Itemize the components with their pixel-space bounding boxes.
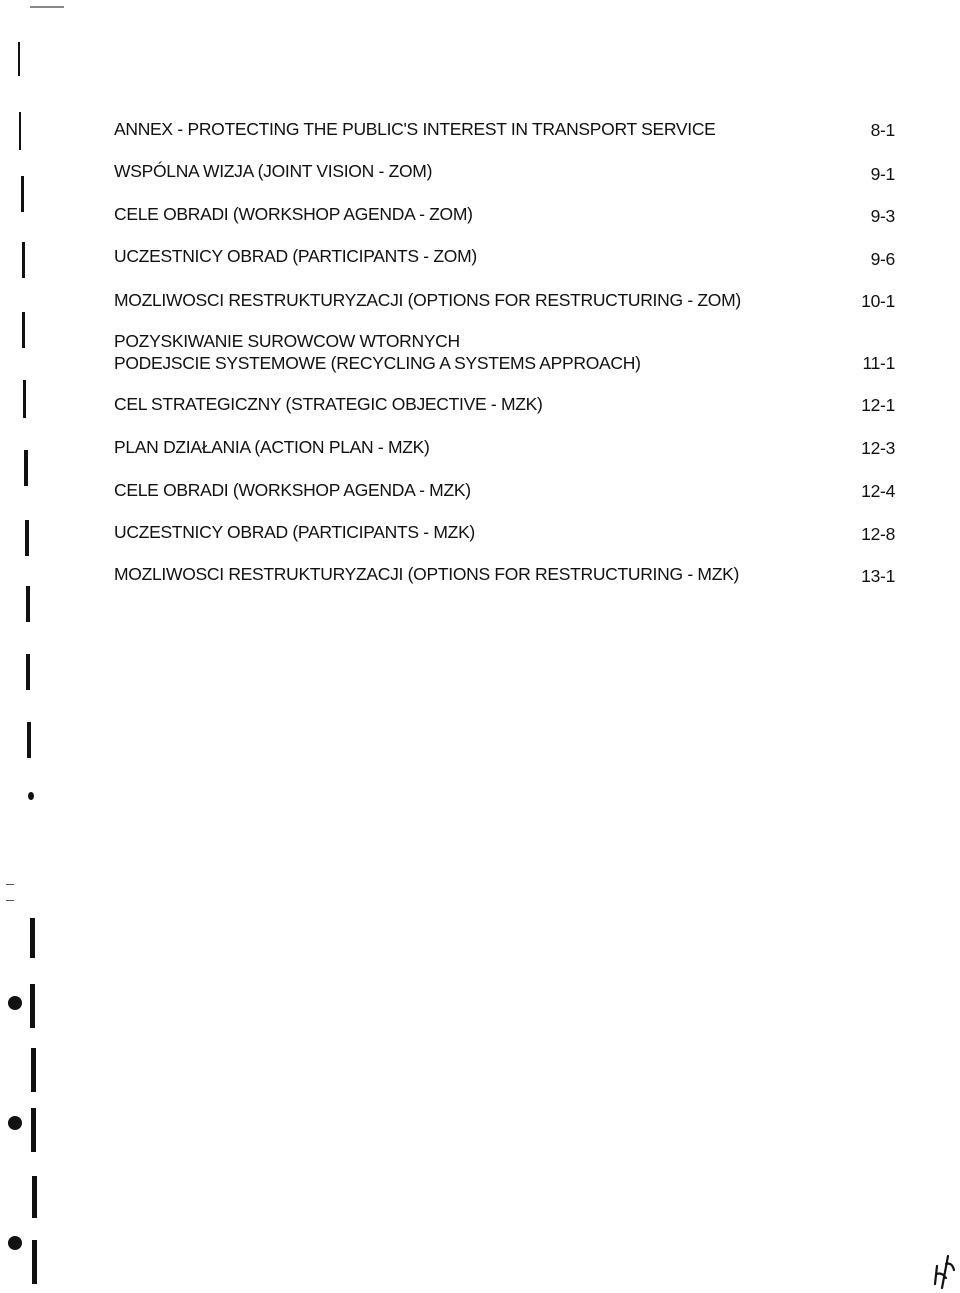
handwritten-mark — [932, 1252, 958, 1292]
toc-entry-page: 9-6 — [870, 249, 895, 269]
toc-entry-page: 12-1 — [861, 395, 895, 415]
toc-entry-title: MOZLIWOSCI RESTRUKTURYZACJI (OPTIONS FOR RESTRUCTURING - ZOM) — [114, 290, 741, 310]
toc-entry-page: 8-1 — [870, 120, 895, 140]
toc-entry-title: CELE OBRADI (WORKSHOP AGENDA - ZOM) — [114, 204, 473, 224]
toc-entry-title: PLAN DZIAŁANIA (ACTION PLAN - MZK) — [114, 437, 430, 457]
toc-entry-page: 12-4 — [861, 481, 895, 501]
toc-entry-page: 10-1 — [861, 291, 895, 311]
toc-entry-title: CELE OBRADI (WORKSHOP AGENDA - MZK) — [114, 480, 471, 500]
toc-entry-title: UCZESTNICY OBRAD (PARTICIPANTS - ZOM) — [114, 246, 477, 266]
toc-entry-page: 11-1 — [862, 353, 895, 373]
toc-entry-page: 13-1 — [861, 566, 895, 586]
toc-entry-title: MOZLIWOSCI RESTRUKTURYZACJI (OPTIONS FOR RESTRUCTURING - MZK) — [114, 564, 739, 584]
toc-entry-page: 9-3 — [870, 206, 895, 226]
toc-entry-title: WSPÓLNA WIZJA (JOINT VISION - ZOM) — [114, 161, 433, 181]
toc-entry-title: CEL STRATEGICZNY (STRATEGIC OBJECTIVE - MZK) — [114, 394, 543, 414]
toc-entry-title: POZYSKIWANIE SUROWCOW WTORNYCH PODEJSCIE SYSTEMOWE (RECYCLING A SYSTEMS APPROACH) — [114, 331, 641, 373]
toc-entry-page: 12-3 — [861, 438, 895, 458]
toc-entry-page: 9-1 — [870, 164, 895, 184]
toc-entry-title: UCZESTNICY OBRAD (PARTICIPANTS - MZK) — [114, 522, 475, 542]
toc-entry-title: ANNEX - PROTECTING THE PUBLIC'S INTEREST IN TRANSPORT SERVICE — [114, 119, 716, 139]
toc-entry-page: 12-8 — [861, 524, 895, 544]
